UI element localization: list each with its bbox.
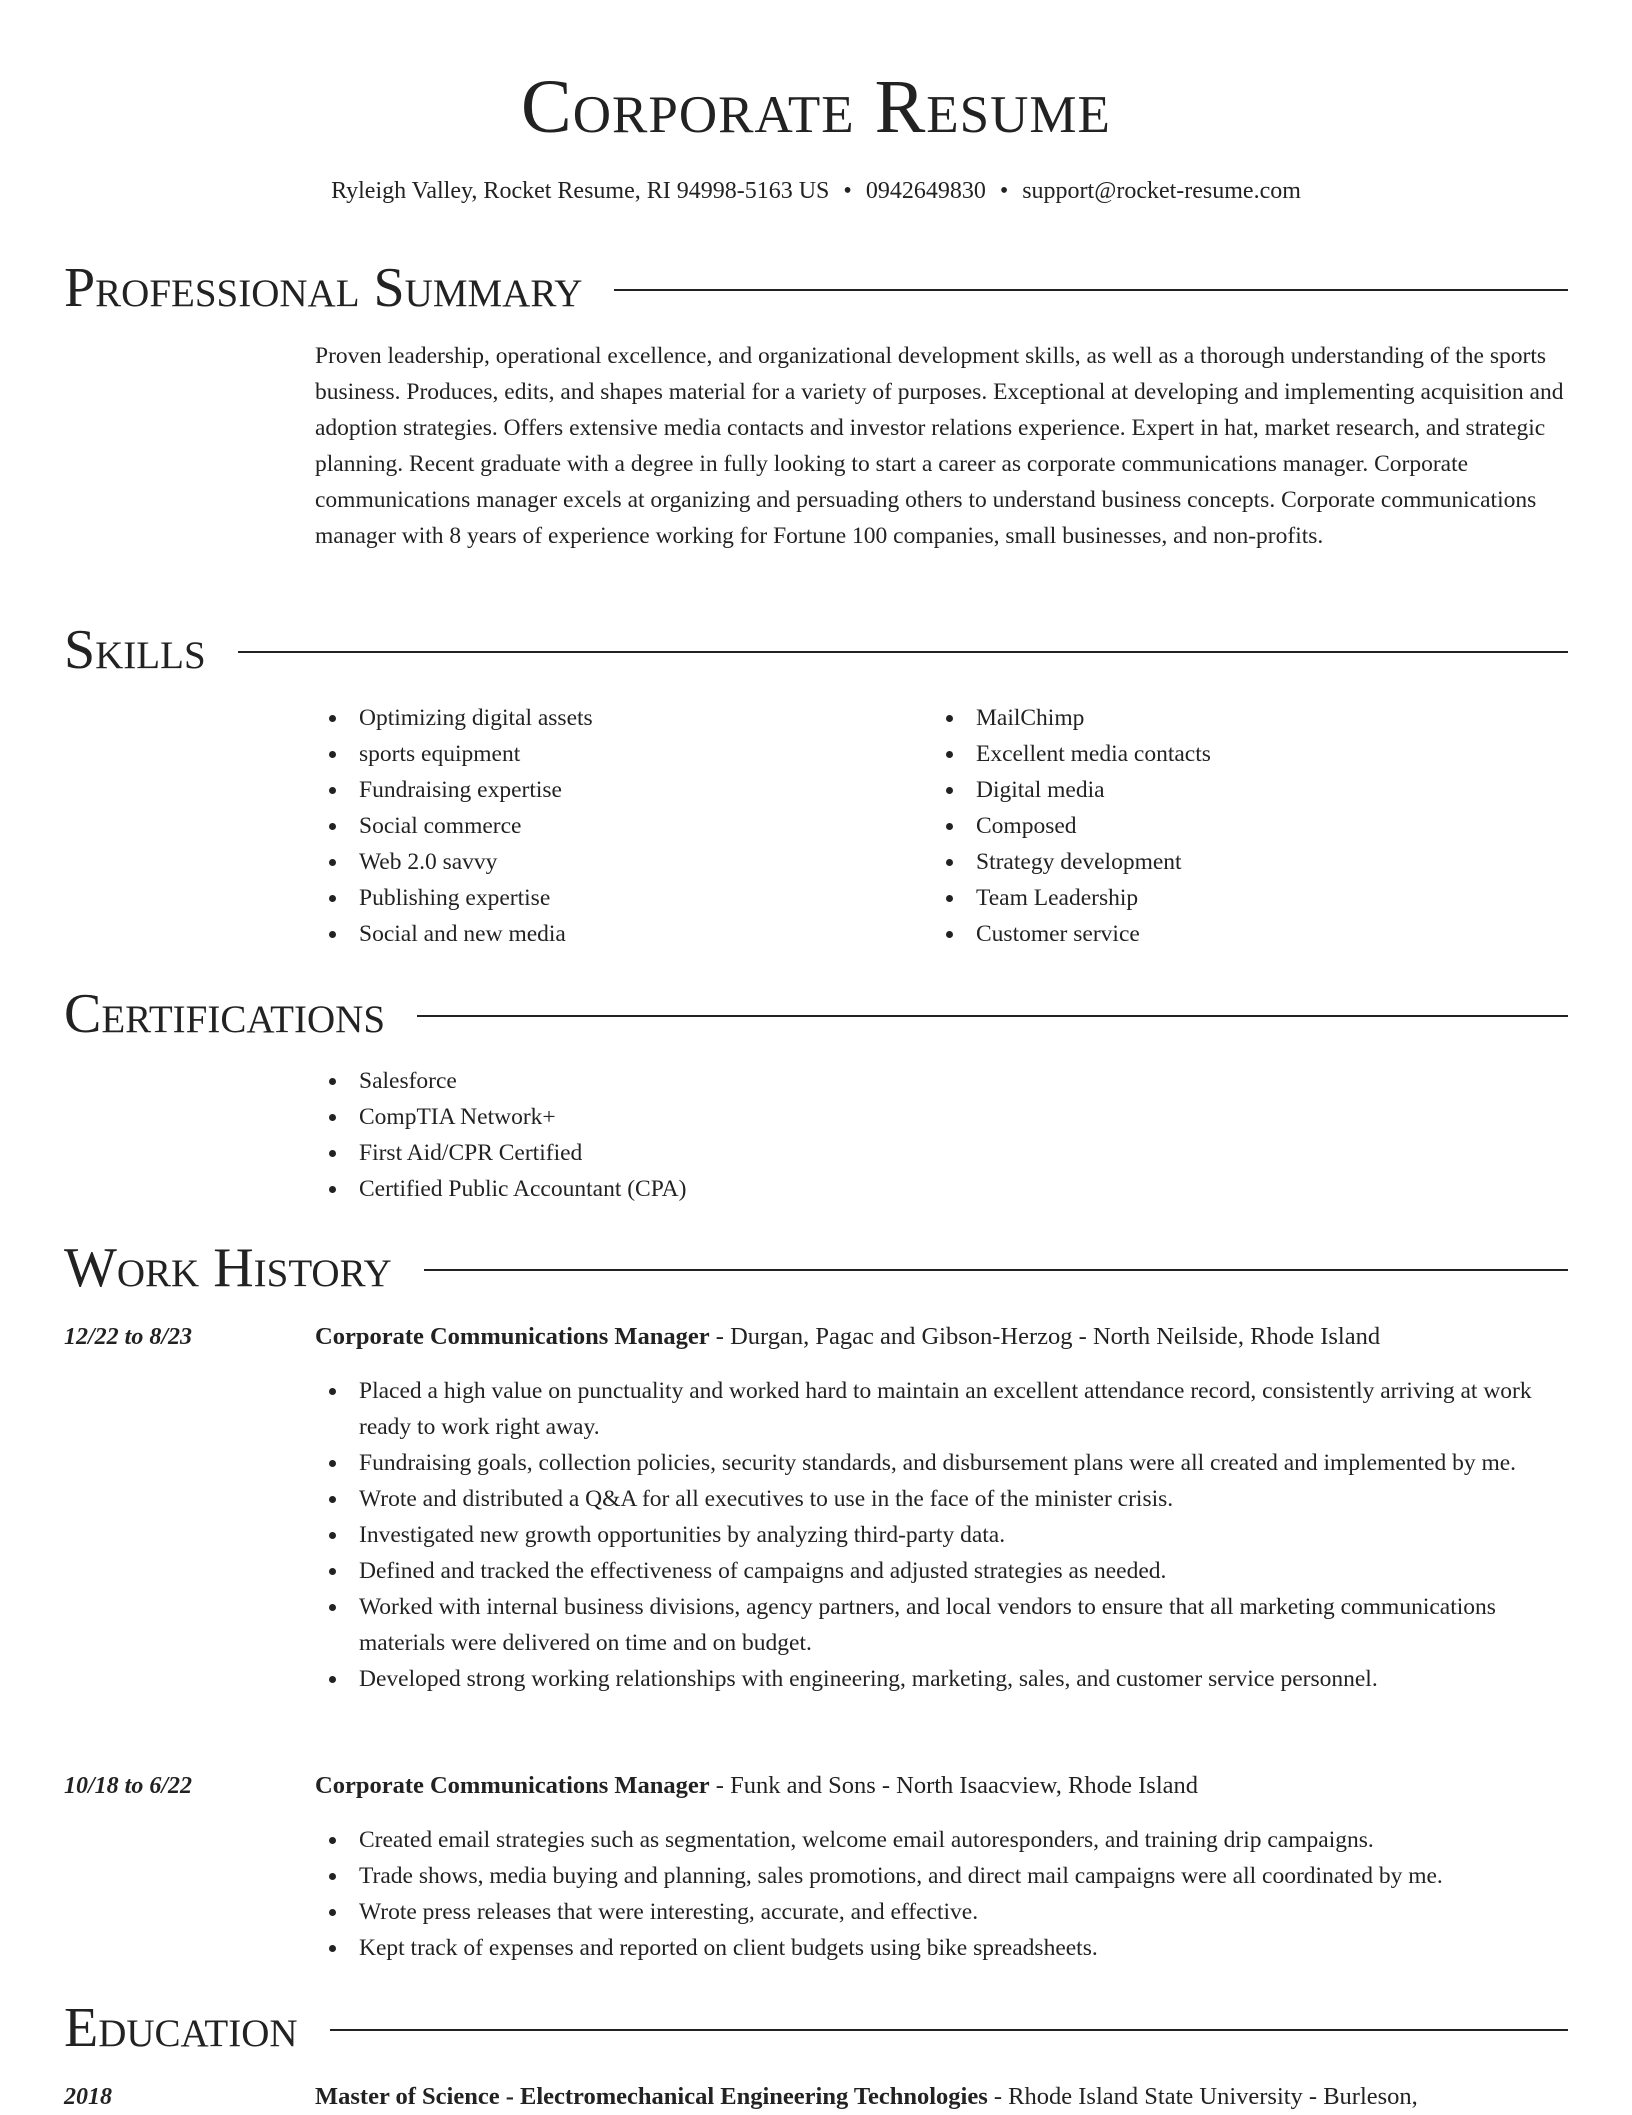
skills-column-left xyxy=(315,700,875,952)
job-bullet: Trade shows, media buying and planning, sales promotions, and direct mail campaigns were all coordinated by me. xyxy=(315,1858,1575,1894)
certification-item: Certified Public Accountant (CPA) xyxy=(315,1171,1215,1207)
job-dates: 12/22 to 8/23 xyxy=(64,1324,193,1350)
contact-line xyxy=(0,174,1632,208)
skills-column-right xyxy=(932,700,1492,952)
job-dates: 10/18 to 6/22 xyxy=(64,1773,193,1799)
job-title: Corporate Communications Manager xyxy=(315,1323,710,1350)
skill-item: sports equipment xyxy=(315,736,875,772)
job-bullet: Placed a high value on punctuality and worked hard to maintain an excellent attendance record, consistently arriving at work ready to work right away. xyxy=(315,1373,1575,1445)
certification-item: CompTIA Network+ xyxy=(315,1099,1215,1135)
skill-item: Digital media xyxy=(932,772,1492,808)
skill-item: Web 2.0 savvy xyxy=(315,844,875,880)
skill-item: Optimizing digital assets xyxy=(315,700,875,736)
education-heading-line xyxy=(315,2079,1575,2115)
work-history-section-header xyxy=(64,1236,1568,1300)
education-section-header xyxy=(64,1996,1568,2060)
job-bullet: Worked with internal business divisions, agency partners, and local vendors to ensure that all marketing communications materials were delivered on time and on budget. xyxy=(315,1589,1575,1661)
skill-item: Team Leadership xyxy=(932,880,1492,916)
job-bullets xyxy=(315,1822,1575,1966)
contact-separator: • xyxy=(843,178,852,204)
job-bullet: Kept track of expenses and reported on client budgets using bike spreadsheets. xyxy=(315,1930,1575,1966)
summary-heading: Professional Summary xyxy=(64,257,583,319)
resume-name: Corporate Resume xyxy=(521,65,1111,149)
summary-section-header xyxy=(64,256,1568,320)
job-details: - Funk and Sons - North Isaacview, Rhode Island xyxy=(709,1772,1198,1799)
job-details: - Durgan, Pagac and Gibson-Herzog - North Neilside, Rhode Island xyxy=(709,1323,1381,1350)
skill-item: Strategy development xyxy=(932,844,1492,880)
job-heading xyxy=(315,1319,1575,1355)
section-divider xyxy=(614,289,1568,291)
education-degree: Master of Science - Electromechanical Engineering Technologies xyxy=(315,2083,988,2110)
job-bullet: Defined and tracked the effectiveness of campaigns and adjusted strategies as needed. xyxy=(315,1553,1575,1589)
skill-item: MailChimp xyxy=(932,700,1492,736)
certifications-list xyxy=(315,1063,1215,1207)
job-heading xyxy=(315,1768,1575,1804)
section-divider xyxy=(417,1015,1568,1017)
certifications-heading: Certifications xyxy=(64,983,386,1045)
job-bullet: Created email strategies such as segmentation, welcome email autoresponders, and training drip campaigns. xyxy=(315,1822,1575,1858)
skill-item: Social and new media xyxy=(315,916,875,952)
section-divider xyxy=(238,651,1568,653)
skill-item: Publishing expertise xyxy=(315,880,875,916)
skill-item: Social commerce xyxy=(315,808,875,844)
education-heading: Education xyxy=(64,1997,298,2059)
skills-section-header xyxy=(64,618,1568,682)
job-bullets xyxy=(315,1373,1575,1697)
contact-separator: • xyxy=(999,178,1009,204)
job-bullet: Wrote and distributed a Q&A for all executives to use in the face of the minister crisis. xyxy=(315,1481,1575,1517)
job-bullet: Developed strong working relationships with engineering, marketing, sales, and customer service personnel. xyxy=(315,1661,1575,1697)
job-bullet: Wrote press releases that were interesting, accurate, and effective. xyxy=(315,1894,1575,1930)
job-bullet: Investigated new growth opportunities by analyzing third-party data. xyxy=(315,1517,1575,1553)
contact-email: support@rocket-resume.com xyxy=(1022,178,1301,204)
skills-heading: Skills xyxy=(64,619,206,681)
certifications-section-header xyxy=(64,982,1568,1046)
summary-text: Proven leadership, operational excellence, and organizational development skills, as well as a thorough understanding of the sports business. Produces, edits, and shapes material for a variety of purposes. Exceptional at developing and implementing acquisition and adoption strategies. Offers extensive media contacts and investor relations experience. Expert in hat, market research, and strategic planning. Recent graduate with a degree in fully looking to start a career as corporate communications manager. Corporate communications manager excels at organizing and persuading others to understand business concepts. Corporate communications manager with 8 years of experience working for Fortune 100 companies, small businesses, and non-profits. xyxy=(315,343,1564,549)
skill-item: Composed xyxy=(932,808,1492,844)
education-year: 2018 xyxy=(64,2084,112,2110)
skill-item: Fundraising expertise xyxy=(315,772,875,808)
skill-item: Excellent media contacts xyxy=(932,736,1492,772)
job-bullet: Fundraising goals, collection policies, security standards, and disbursement plans were all created and implemented by me. xyxy=(315,1445,1575,1481)
education-details: - Rhode Island State University - Burleson, xyxy=(987,2083,1418,2110)
contact-address: Ryleigh Valley, Rocket Resume, RI 94998-5163 US xyxy=(331,178,830,204)
job-title: Corporate Communications Manager xyxy=(315,1772,710,1799)
section-divider xyxy=(330,2029,1568,2031)
certification-item: Salesforce xyxy=(315,1063,1215,1099)
certification-item: First Aid/CPR Certified xyxy=(315,1135,1215,1171)
contact-phone: 0942649830 xyxy=(865,178,986,204)
skill-item: Customer service xyxy=(932,916,1492,952)
work-history-heading: Work History xyxy=(64,1237,392,1299)
section-divider xyxy=(424,1269,1568,1271)
